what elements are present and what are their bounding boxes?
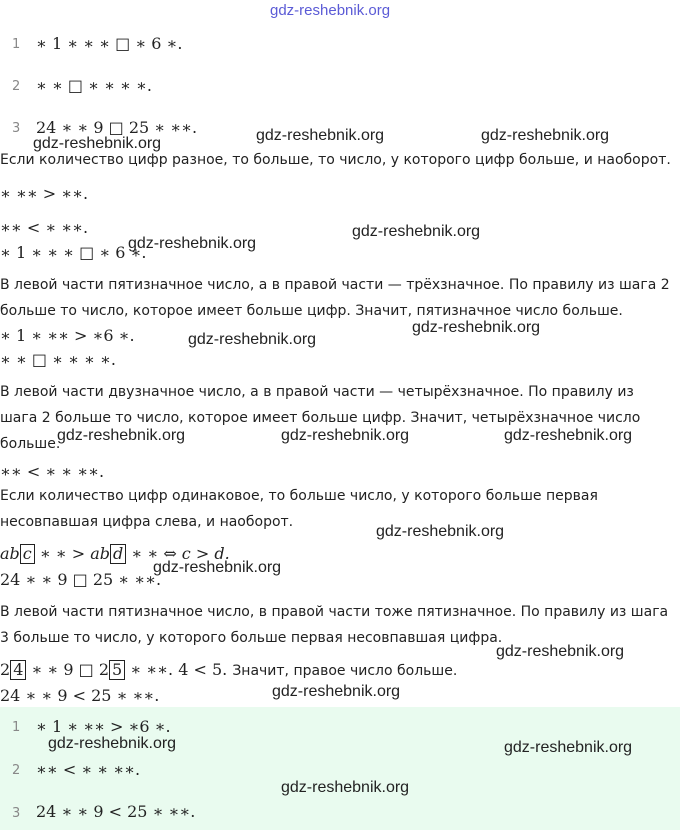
step-text: В левой части пятизначное число, а в правой части — трёхзначное. По правилу из шага 2 [0, 277, 670, 293]
step-text: больше то число, которое имеет больше цифр. Значит, пятизначное число больше. [0, 303, 623, 319]
watermark: gdz-reshebnik.org [48, 735, 177, 752]
step-text: В левой части пятизначное число, в правой части тоже пятизначное. По правилу из шага [0, 604, 669, 620]
answer-number: 2 [12, 763, 21, 778]
formula-part: ∗ ∗ 9 □ 2 [31, 660, 110, 679]
task-number: 2 [12, 79, 21, 94]
answer-number: 3 [12, 806, 21, 821]
formula-part: ∗ ∗ > ab [39, 544, 111, 563]
watermark: gdz-reshebnik.org [281, 427, 410, 444]
watermark: gdz-reshebnik.org [504, 739, 633, 756]
watermark: gdz-reshebnik.org [153, 559, 282, 576]
rule-text: несовпавшая цифра слева, и наоборот. [0, 514, 294, 530]
task-number: 1 [12, 37, 21, 52]
formula-part: ab [0, 544, 20, 563]
task-number: 3 [12, 121, 21, 136]
task-expression: ∗ ∗ □ ∗ ∗ ∗ ∗. [36, 76, 152, 95]
answer-expression: 24 ∗ ∗ 9 < 25 ∗ ∗∗. [36, 802, 196, 821]
watermark: gdz-reshebnik.org [496, 643, 625, 660]
watermark-top: gdz-reshebnik.org [270, 2, 391, 19]
rule-example: ∗ ∗∗ > ∗∗. [0, 184, 89, 203]
boxed-digit: 4 [10, 660, 26, 680]
watermark: gdz-reshebnik.org [376, 523, 505, 540]
rule-text: Если количество цифр одинаковое, то больше число, у которого больше первая [0, 488, 598, 504]
watermark: gdz-reshebnik.org [481, 127, 610, 144]
conclusion-text: Значит, правое число больше. [232, 663, 458, 679]
step-expression: 24 ∗ ∗ 9 □ 25 ∗ ∗∗. [0, 570, 162, 589]
formula-part: 2 [0, 660, 11, 679]
boxed-digit: 5 [109, 660, 125, 680]
watermark: gdz-reshebnik.org [412, 319, 541, 336]
answer-number: 1 [12, 720, 21, 735]
step-text: больше. [0, 436, 61, 452]
rule-example: ∗∗ < ∗ ∗∗. [0, 218, 89, 237]
watermark: gdz-reshebnik.org [504, 427, 633, 444]
step-expression: ∗ 1 ∗ ∗ ∗ □ ∗ 6 ∗. [0, 243, 147, 262]
watermark: gdz-reshebnik.org [256, 127, 385, 144]
watermark: gdz-reshebnik.org [128, 235, 257, 252]
step-expression: ∗ ∗ □ ∗ ∗ ∗ ∗. [0, 350, 116, 369]
step-text: 3 больше то число, у которого больше первая несовпавшая цифра. [0, 630, 503, 646]
watermark: gdz-reshebnik.org [352, 223, 481, 240]
formula-part: ∗ ∗∗. 4 < 5. [130, 660, 228, 679]
watermark: gdz-reshebnik.org [272, 683, 401, 700]
answer-expression: ∗ 1 ∗ ∗∗ > ∗6 ∗. [36, 717, 171, 736]
step-compare [0, 660, 457, 680]
boxed-digit: c [20, 544, 35, 564]
watermark: gdz-reshebnik.org [57, 427, 186, 444]
step-result: 24 ∗ ∗ 9 < 25 ∗ ∗∗. [0, 686, 160, 705]
watermark: gdz-reshebnik.org [281, 779, 410, 796]
step-result: ∗∗ < ∗ ∗ ∗∗. [0, 462, 105, 481]
step-text: В левой части двузначное число, а в правой части — четырёхзначное. По правилу из [0, 384, 634, 400]
watermark: gdz-reshebnik.org [188, 331, 317, 348]
step-text: шага 2 больше то число, которое имеет больше цифр. Значит, четырёхзначное число [0, 410, 641, 426]
formula-part: ∗ ∗ ⇔ c > d. [131, 544, 230, 563]
watermark: gdz-reshebnik.org [33, 135, 162, 152]
rule-text: Если количество цифр разное, то больше, то число, у которого цифр больше, и наоборот. [0, 152, 671, 168]
step-result: ∗ 1 ∗ ∗∗ > ∗6 ∗. [0, 326, 135, 345]
task-expression: 24 ∗ ∗ 9 □ 25 ∗ ∗∗. [36, 118, 198, 137]
answer-expression: ∗∗ < ∗ ∗ ∗∗. [36, 760, 141, 779]
task-expression: ∗ 1 ∗ ∗ ∗ □ ∗ 6 ∗. [36, 34, 183, 53]
boxed-digit: d [110, 544, 126, 564]
